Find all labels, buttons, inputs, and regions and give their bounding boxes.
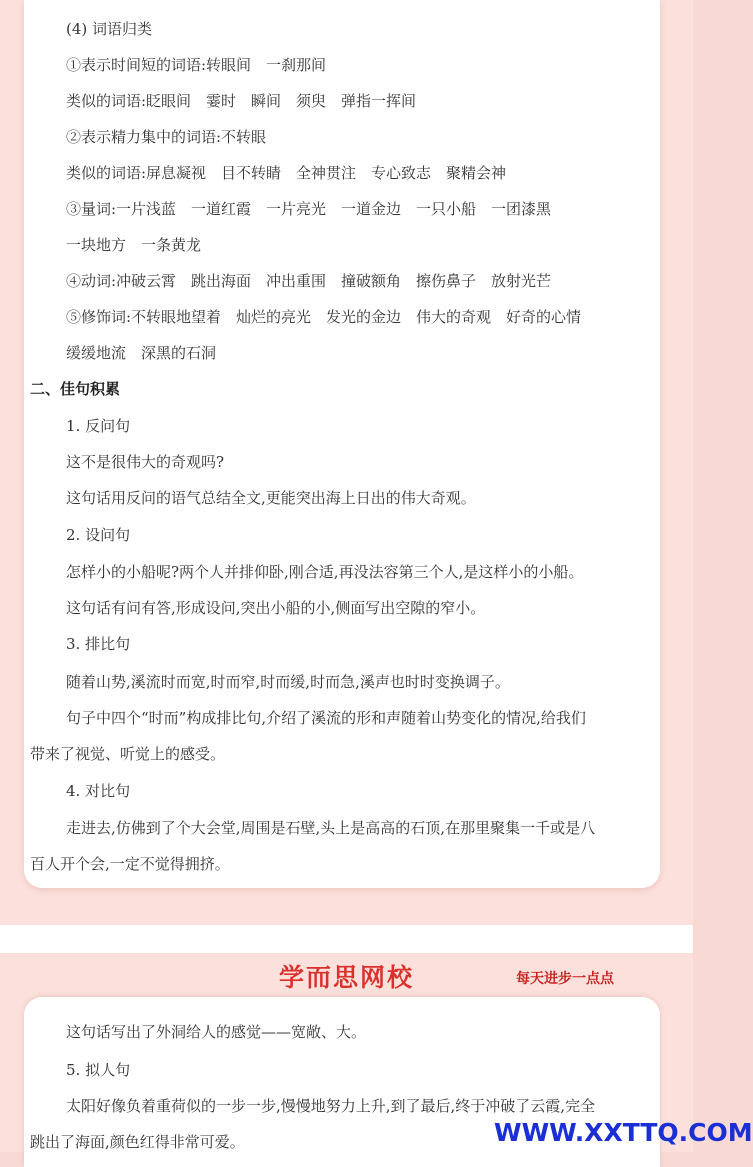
brand-logo-text: 学而思网校 xyxy=(278,963,414,992)
subsection-title: 5. 拟人句 xyxy=(66,1061,131,1079)
text-line: 百人开个会,一定不觉得拥挤。 xyxy=(30,855,230,873)
watermark-url: WWW.XXTTQ.COM xyxy=(494,1118,753,1147)
text-line: 这句话用反问的语气总结全文,更能突出海上日出的伟大奇观。 xyxy=(66,489,476,507)
text-line: ④动词:冲破云霄 跳出海面 冲出重围 撞破额角 擦伤鼻子 放射光芒 xyxy=(66,272,552,290)
text-line: 缓缓地流 深黑的石洞 xyxy=(66,344,217,362)
text-line: 怎样小的小船呢?两个人并排仰卧,刚合适,再没法容第三个人,是这样小的小船。 xyxy=(66,563,584,581)
text-line: 句子中四个“时而”构成排比句,介绍了溪流的形和声随着山势变化的情况,给我们 xyxy=(66,709,586,727)
subsection-title: 1. 反问句 xyxy=(66,417,131,435)
subsection-title: 2. 设问句 xyxy=(66,526,131,544)
text-line: 这句话写出了外洞给人的感觉——宽敞、大。 xyxy=(66,1023,367,1041)
section-heading-sentences: 二、佳句积累 xyxy=(30,380,121,398)
brand-slogan: 每天进步一点点 xyxy=(516,971,614,987)
text-line: 随着山势,溪流时而宽,时而窄,时而缓,时而急,溪声也时时变换调子。 xyxy=(66,673,510,691)
text-line: 类似的词语:眨眼间 霎时 瞬间 须臾 弹指一挥间 xyxy=(66,92,417,110)
subsection-title: 3. 排比句 xyxy=(66,635,131,653)
text-line: ①表示时间短的词语:转眼间 一刹那间 xyxy=(66,56,327,74)
text-line: 带来了视觉、听觉上的感受。 xyxy=(30,745,226,763)
subsection-title: 4. 对比句 xyxy=(66,782,131,800)
text-line: 类似的词语:屏息凝视 目不转睛 全神贯注 专心致志 聚精会神 xyxy=(66,164,507,182)
text-line: 跳出了海面,颜色红得非常可爱。 xyxy=(30,1133,245,1151)
text-line: 太阳好像负着重荷似的一步一步,慢慢地努力上升,到了最后,终于冲破了云霞,完全 xyxy=(66,1097,596,1115)
section-title-word-classification: (4) 词语归类 xyxy=(66,20,153,38)
text-line: ②表示精力集中的词语:不转眼 xyxy=(66,128,267,146)
text-line: 这句话有问有答,形成设问,突出小船的小,侧面写出空隙的窄小。 xyxy=(66,599,486,617)
text-line: 一块地方 一条黄龙 xyxy=(66,236,202,254)
page-gap xyxy=(0,925,693,953)
text-line: ③量词:一片浅蓝 一道红霞 一片亮光 一道金边 一只小船 一团漆黑 xyxy=(66,200,552,218)
text-line: 这不是很伟大的奇观吗? xyxy=(66,453,225,471)
text-line: ⑤修饰词:不转眼地望着 灿烂的亮光 发光的金边 伟大的奇观 好奇的心情 xyxy=(66,308,582,326)
text-line: 走进去,仿佛到了个大会堂,周围是石壁,头上是高高的石顶,在那里聚集一千或是八 xyxy=(66,819,596,837)
